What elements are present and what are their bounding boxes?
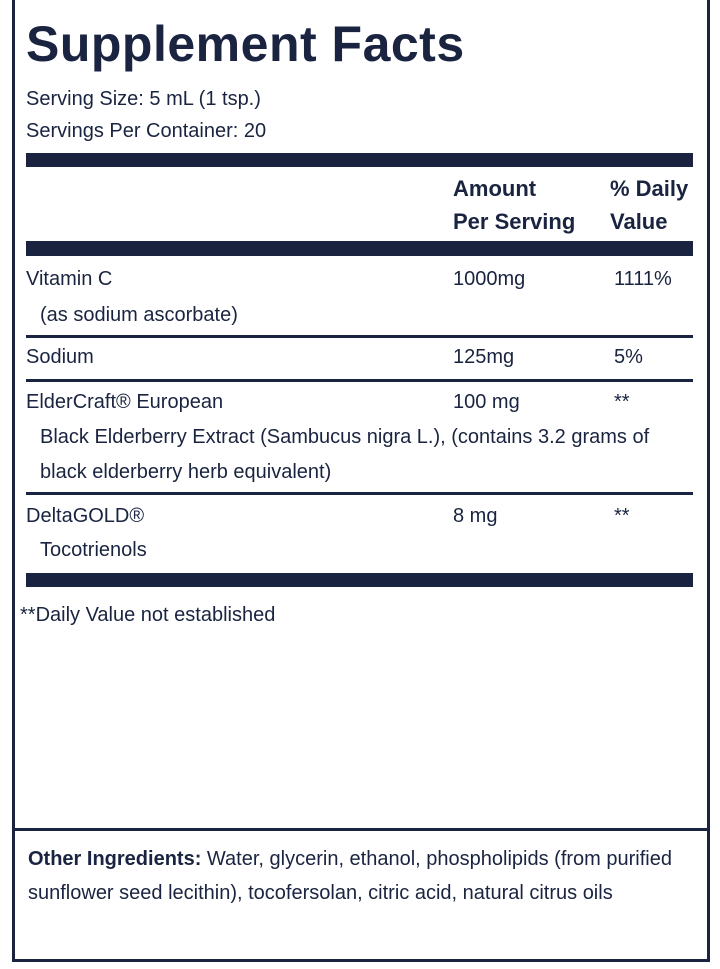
ingredient-name: DeltaGOLD®: [26, 505, 145, 527]
other-ingredients-divider: [12, 828, 710, 831]
ingredient-name: Vitamin C: [26, 268, 113, 290]
amount-header-line1: Amount: [453, 176, 537, 201]
thick-divider-header: [26, 241, 693, 256]
daily-value-footnote: **Daily Value not established: [20, 604, 276, 626]
ingredient-daily-value: **: [614, 391, 630, 413]
ingredient-amount: 8 mg: [453, 505, 498, 527]
other-ingredients: [28, 842, 688, 910]
thick-divider-top: [26, 153, 693, 167]
row-divider: [26, 335, 693, 338]
ingredient-name: ElderCraft® European: [26, 391, 224, 413]
ingredient-name: Sodium: [26, 346, 94, 368]
servings-per-container: Servings Per Container: 20: [26, 120, 267, 142]
ingredient-source: (as sodium ascorbate): [40, 304, 238, 326]
ingredient-source: Black Elderberry Extract (Sambucus nigra L.), (contains 3.2 grams of: [40, 426, 650, 448]
thick-divider-bottom: [26, 573, 693, 587]
ingredient-source: Tocotrienols: [40, 539, 147, 561]
serving-size: Serving Size: 5 mL (1 tsp.): [26, 88, 261, 110]
amount-header-line2: Per Serving: [453, 209, 576, 234]
panel-title: Supplement Facts: [26, 16, 465, 72]
ingredient-amount: 1000mg: [453, 268, 526, 290]
ingredient-daily-value: 5%: [614, 346, 643, 368]
daily-value-header-line2: Value: [610, 209, 668, 234]
daily-value-header-line1: % Daily: [610, 176, 689, 201]
ingredient-amount: 125mg: [453, 346, 515, 368]
ingredient-amount: 100 mg: [453, 391, 520, 413]
row-divider: [26, 379, 693, 382]
other-ingredients-label: Other Ingredients:: [28, 848, 202, 870]
ingredient-daily-value: **: [614, 505, 630, 527]
ingredient-source-continued: black elderberry herb equivalent): [40, 461, 332, 483]
row-divider: [26, 492, 693, 495]
other-ingredients-text: Water, glycerin, ethanol, phospholipids (from purified sunflower seed lecithin), tocofersolan, citric acid, natural citrus oils: [28, 848, 672, 904]
ingredient-daily-value: 1111%: [614, 268, 672, 290]
